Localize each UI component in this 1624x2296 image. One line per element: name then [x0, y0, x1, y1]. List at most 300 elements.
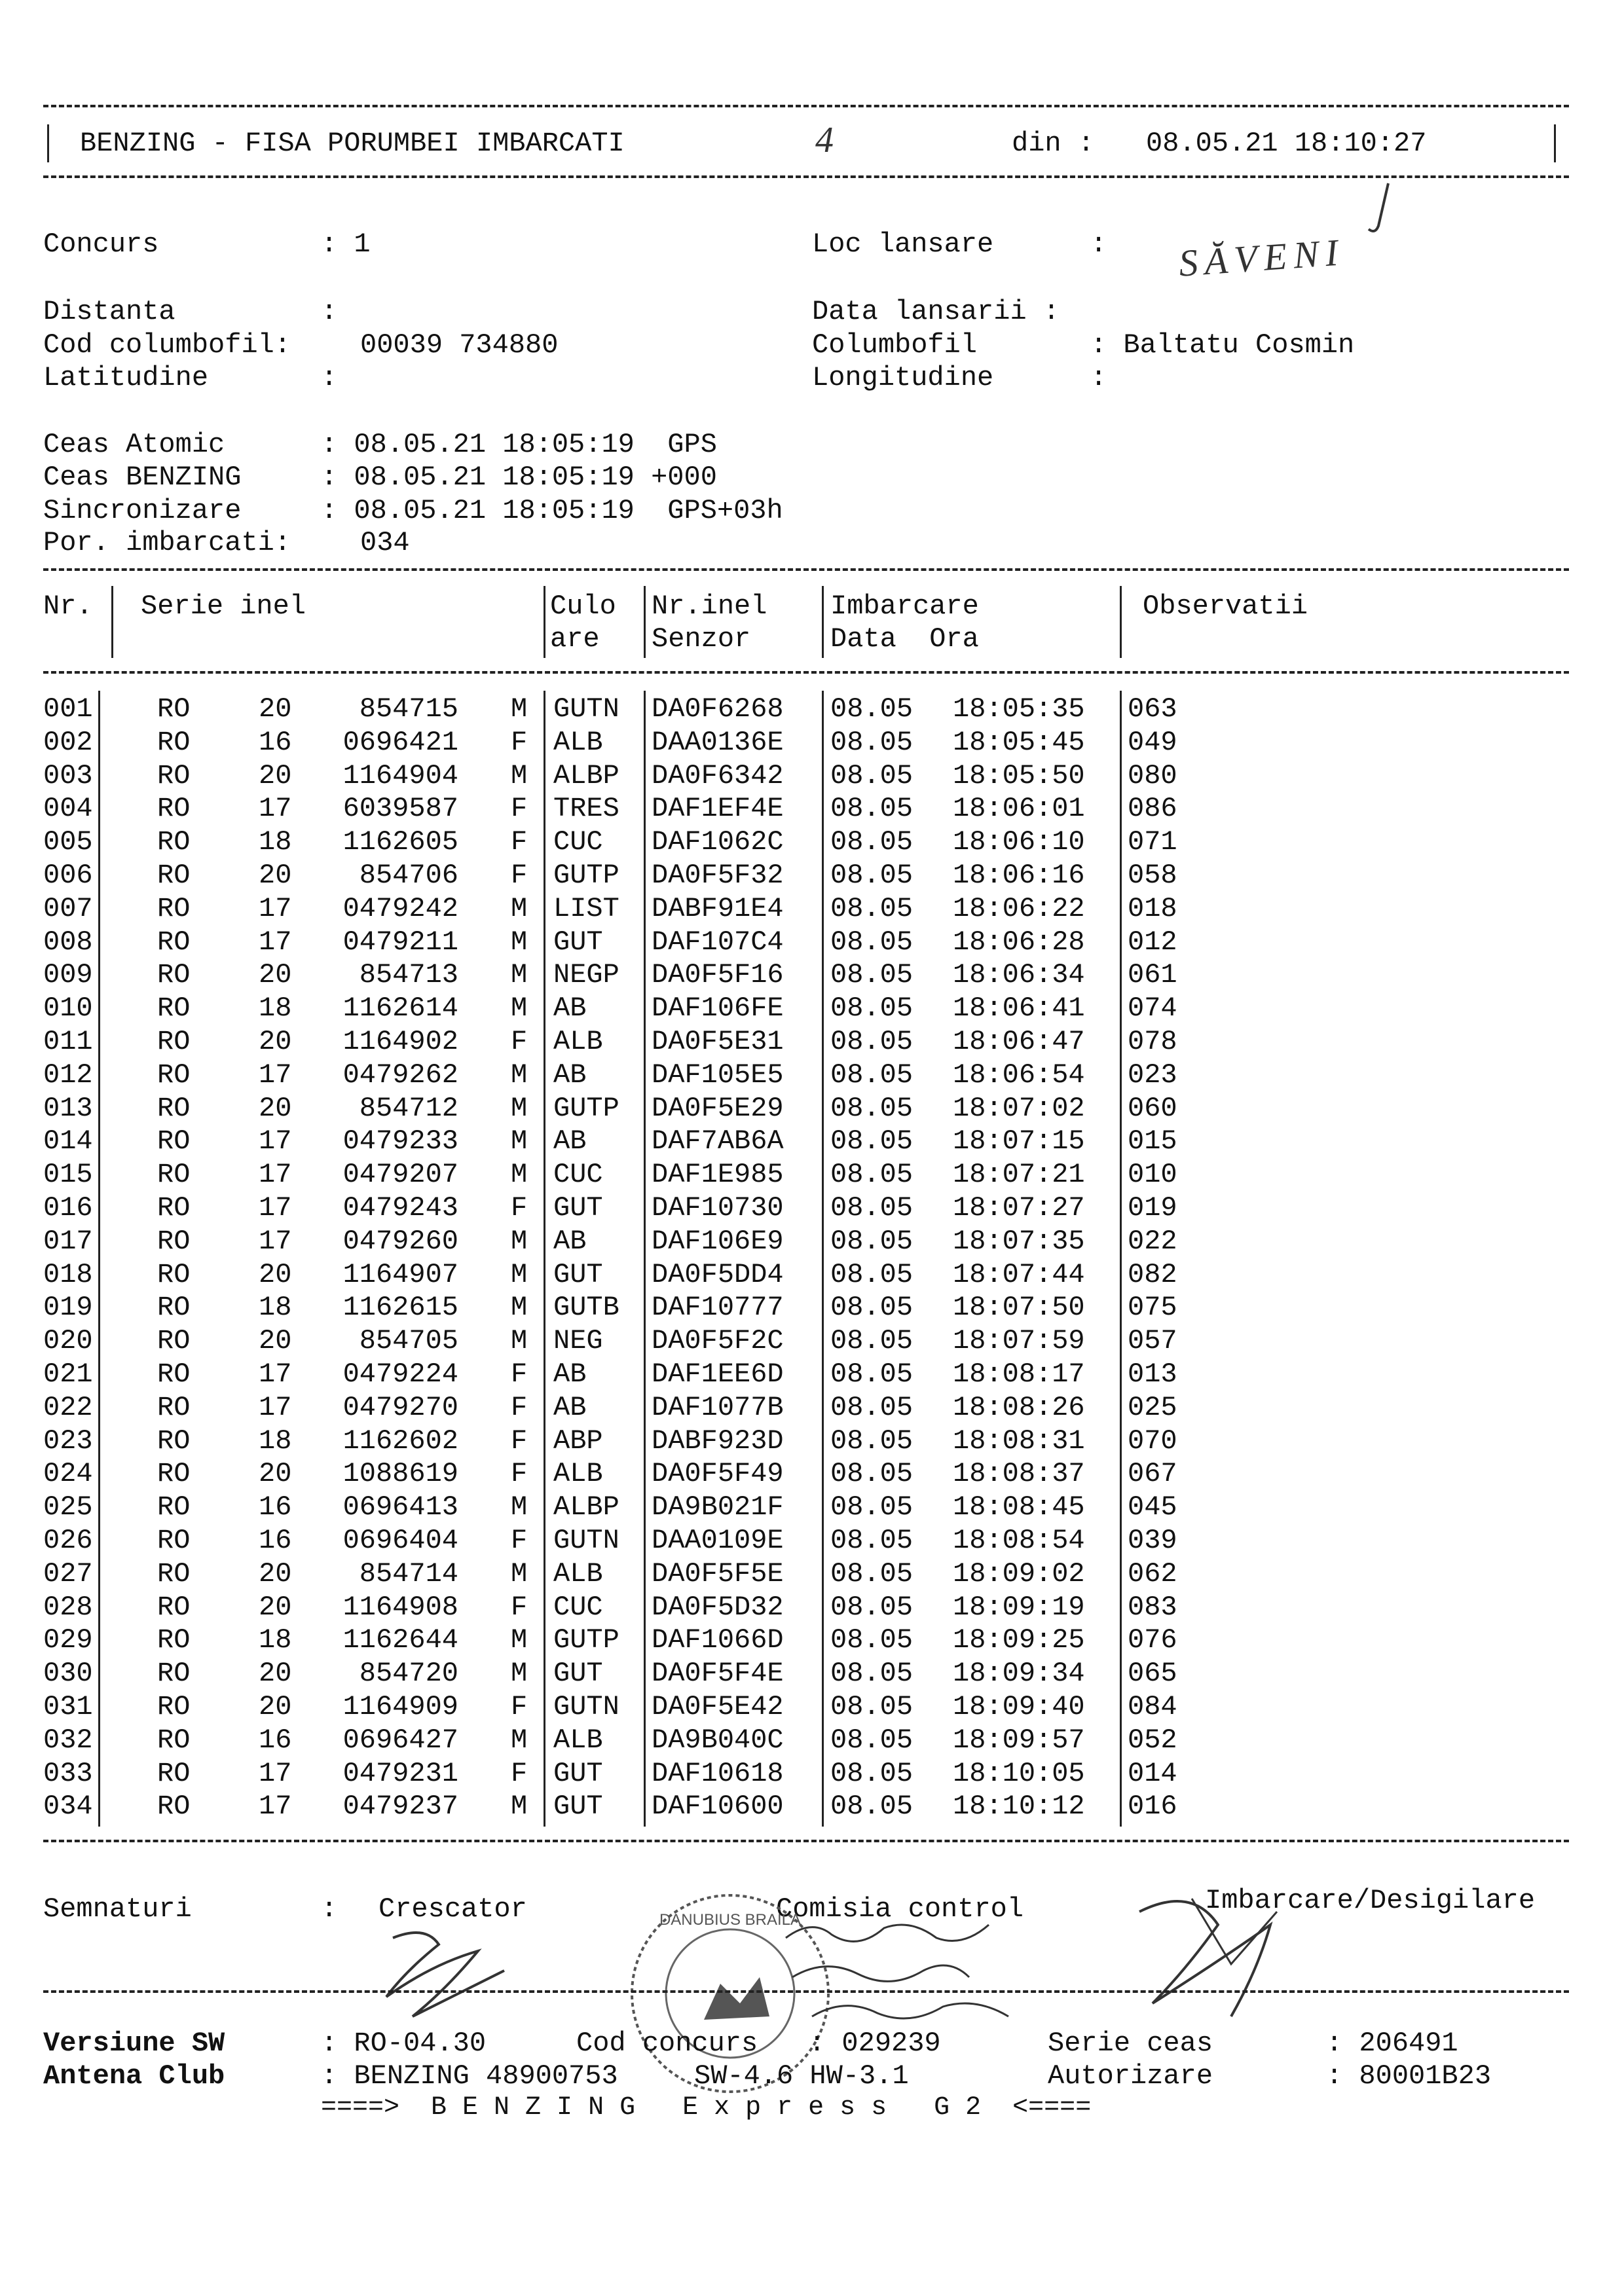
cell-year: 20 — [259, 1092, 292, 1124]
table-row — [0, 1626, 1624, 1660]
cell-sensor: DA0F5E42 — [652, 1691, 784, 1722]
cell-time: 18:06:54 — [953, 1059, 1085, 1091]
col-header-data-ora: Data Ora — [830, 623, 979, 655]
cell-date: 08.05 — [830, 1059, 913, 1091]
loc-lansare-handwritten: SĂVENI — [1177, 230, 1346, 285]
cell-date: 08.05 — [830, 1159, 913, 1191]
table-row — [0, 1258, 1624, 1294]
cell-observatii: 080 — [1128, 759, 1177, 792]
cell-sensor: DA0F5F2C — [652, 1325, 784, 1357]
cell-observatii: 015 — [1128, 1125, 1177, 1157]
cell-sex: F — [511, 1391, 528, 1423]
cell-sensor: DABF923D — [652, 1425, 784, 1457]
cell-sensor: DAF1EE6D — [652, 1358, 784, 1390]
semnaturi-label: Semnaturi — [43, 1893, 192, 1925]
cell-ring: 0479211 — [342, 926, 458, 958]
cell-country: RO — [157, 1125, 191, 1157]
cell-ring: 0479207 — [342, 1159, 458, 1191]
table-row — [0, 892, 1624, 928]
col-header-culoare: Culo — [550, 591, 616, 622]
data-lansarii-label: Data lansarii : — [812, 296, 1060, 327]
cell-year: 17 — [259, 1192, 292, 1224]
concurs-label: Concurs — [43, 228, 159, 260]
cell-time: 18:07:21 — [953, 1159, 1085, 1191]
table-row — [0, 1527, 1624, 1560]
table-row — [0, 928, 1624, 962]
col-header-senzor: Senzor — [652, 623, 751, 655]
cell-observatii: 057 — [1128, 1325, 1177, 1357]
cell-color: GUTN — [553, 693, 619, 725]
col-header-nr: Nr. — [43, 591, 93, 622]
cell-ring: 0696413 — [342, 1491, 458, 1523]
din-label: din : — [1012, 128, 1095, 159]
cell-country: RO — [157, 1458, 191, 1490]
cell-time: 18:07:50 — [953, 1292, 1085, 1324]
cell-nr: 020 — [43, 1325, 93, 1357]
cell-country: RO — [157, 1192, 191, 1224]
cell-time: 18:10:05 — [953, 1757, 1085, 1789]
cell-nr: 003 — [43, 759, 93, 792]
ceas-atomic-label: Ceas Atomic — [43, 429, 225, 460]
antena-club-label: Antena Club — [43, 2060, 225, 2092]
cell-sensor: DAF1EF4E — [652, 793, 784, 825]
cell-year: 17 — [259, 1225, 292, 1257]
cell-country: RO — [157, 1591, 191, 1623]
header-sep-senzor — [822, 586, 824, 658]
cell-time: 18:07:02 — [953, 1092, 1085, 1124]
cell-sex: M — [511, 1658, 528, 1690]
cell-country: RO — [157, 892, 191, 924]
cell-sex: F — [511, 1358, 528, 1390]
cell-nr: 027 — [43, 1558, 93, 1590]
cell-nr: 017 — [43, 1225, 93, 1257]
latitudine-label: Latitudine — [43, 362, 209, 393]
table-row — [0, 961, 1624, 994]
crescator-signature — [367, 1918, 524, 2030]
cell-observatii: 084 — [1128, 1691, 1177, 1722]
cell-country: RO — [157, 1491, 191, 1523]
table-row — [0, 1327, 1624, 1360]
cell-sex: M — [511, 1159, 528, 1191]
cell-year: 20 — [259, 693, 292, 725]
cell-sex: F — [511, 1192, 528, 1224]
cell-observatii: 022 — [1128, 1225, 1177, 1257]
cell-year: 20 — [259, 1026, 292, 1057]
cell-country: RO — [157, 1391, 191, 1423]
table-row — [0, 1294, 1624, 1327]
cell-color: TRES — [553, 793, 619, 825]
cell-date: 08.05 — [830, 1391, 913, 1423]
cell-observatii: 052 — [1128, 1724, 1177, 1756]
header-right-border — [1554, 124, 1556, 162]
cell-observatii: 086 — [1128, 793, 1177, 825]
cell-ring: 1164907 — [342, 1258, 458, 1290]
cell-date: 08.05 — [830, 1724, 913, 1756]
cell-sex: F — [511, 1525, 528, 1556]
cell-year: 20 — [259, 959, 292, 991]
cell-time: 18:05:35 — [953, 693, 1085, 725]
cell-country: RO — [157, 1724, 191, 1756]
svg-text:DANUBIUS BRAILA: DANUBIUS BRAILA — [659, 1911, 802, 1929]
cell-color: ALB — [553, 1558, 603, 1590]
cell-color: ALB — [553, 1724, 603, 1756]
cell-sensor: DAF105E5 — [652, 1059, 784, 1091]
cell-observatii: 063 — [1128, 693, 1177, 725]
cell-time: 18:10:12 — [953, 1791, 1085, 1823]
cell-color: ALBP — [553, 1491, 619, 1523]
cell-observatii: 010 — [1128, 1159, 1177, 1191]
cell-color: AB — [553, 1391, 587, 1423]
cell-sensor: DAF10777 — [652, 1292, 784, 1324]
cell-observatii: 016 — [1128, 1791, 1177, 1823]
cell-ring: 0479260 — [342, 1225, 458, 1257]
cell-time: 18:09:57 — [953, 1724, 1085, 1756]
cell-observatii: 078 — [1128, 1026, 1177, 1057]
cell-time: 18:07:15 — [953, 1125, 1085, 1157]
cell-year: 17 — [259, 892, 292, 924]
cell-year: 18 — [259, 1425, 292, 1457]
cod-columbofil-label: Cod columbofil: — [43, 329, 291, 361]
cell-time: 18:08:45 — [953, 1491, 1085, 1523]
cell-year: 16 — [259, 1491, 292, 1523]
table-row — [0, 1194, 1624, 1228]
cell-sex: M — [511, 1092, 528, 1124]
col-header-serie-inel: Serie inel — [141, 591, 306, 622]
cell-ring: 0479231 — [342, 1757, 458, 1789]
cell-date: 08.05 — [830, 1125, 913, 1157]
cell-country: RO — [157, 1325, 191, 1357]
table-row — [0, 862, 1624, 895]
table-row — [0, 828, 1624, 862]
cell-ring: 0479233 — [342, 1125, 458, 1157]
cell-date: 08.05 — [830, 1292, 913, 1324]
cell-observatii: 075 — [1128, 1292, 1177, 1324]
header-sep-culoare — [644, 586, 646, 658]
cell-country: RO — [157, 826, 191, 858]
cell-sensor: DA0F6268 — [652, 693, 784, 725]
cell-observatii: 082 — [1128, 1258, 1177, 1290]
cell-year: 17 — [259, 1757, 292, 1789]
cell-observatii: 025 — [1128, 1391, 1177, 1423]
cell-nr: 034 — [43, 1791, 93, 1823]
cell-country: RO — [157, 1225, 191, 1257]
cell-year: 17 — [259, 1159, 292, 1191]
col-header-imbarcare: Imbarcare — [830, 591, 979, 622]
columbofil-label: Columbofil — [812, 329, 978, 361]
header-datetime: 08.05.21 18:10:27 — [1146, 128, 1427, 159]
cell-year: 18 — [259, 826, 292, 858]
autorizare-label: Autorizare — [1048, 2060, 1213, 2092]
cell-sensor: DAF10618 — [652, 1757, 784, 1789]
porumbei-imbarcati-label: Por. imbarcati: — [43, 527, 291, 558]
cell-nr: 002 — [43, 726, 93, 758]
sincronizare-value: : 08.05.21 18:05:19 GPS+03h — [321, 495, 783, 526]
cell-sensor: DA0F5F5E — [652, 1558, 784, 1590]
cell-time: 18:08:31 — [953, 1425, 1085, 1457]
document-title: BENZING - FISA PORUMBEI IMBARCATI — [80, 128, 625, 159]
cell-observatii: 074 — [1128, 993, 1177, 1025]
cell-sex: F — [511, 860, 528, 891]
cell-observatii: 058 — [1128, 860, 1177, 891]
cell-sensor: DAA0136E — [652, 726, 784, 758]
cell-ring: 0479262 — [342, 1059, 458, 1091]
cell-year: 20 — [259, 1591, 292, 1623]
cell-time: 18:06:10 — [953, 826, 1085, 858]
cell-year: 17 — [259, 1358, 292, 1390]
cell-time: 18:09:19 — [953, 1591, 1085, 1623]
table-row — [0, 1560, 1624, 1594]
cell-country: RO — [157, 1092, 191, 1124]
cell-ring: 0696421 — [342, 726, 458, 758]
cell-sensor: DA9B040C — [652, 1724, 784, 1756]
cell-date: 08.05 — [830, 1491, 913, 1523]
cell-sex: M — [511, 1125, 528, 1157]
cell-sensor: DAF1062C — [652, 826, 784, 858]
cell-date: 08.05 — [830, 1325, 913, 1357]
columbofil-value: : Baltatu Cosmin — [1090, 329, 1355, 361]
cell-sex: M — [511, 693, 528, 725]
cell-sex: M — [511, 1059, 528, 1091]
cell-sensor: DA0F5E29 — [652, 1092, 784, 1124]
comisia-control-label: Comisia control — [776, 1893, 1024, 1925]
table-row — [0, 1028, 1624, 1061]
cell-nr: 012 — [43, 1059, 93, 1091]
cell-year: 18 — [259, 993, 292, 1025]
cell-year: 16 — [259, 1724, 292, 1756]
cell-sex: M — [511, 1624, 528, 1656]
cell-date: 08.05 — [830, 1458, 913, 1490]
cell-date: 08.05 — [830, 926, 913, 958]
table-row — [0, 1427, 1624, 1461]
cell-time: 18:07:27 — [953, 1192, 1085, 1224]
cell-year: 20 — [259, 1325, 292, 1357]
cell-ring: 0479224 — [342, 1358, 458, 1390]
cell-color: AB — [553, 1225, 587, 1257]
cell-color: CUC — [553, 826, 603, 858]
cell-time: 18:08:17 — [953, 1358, 1085, 1390]
cell-date: 08.05 — [830, 1791, 913, 1823]
table-body — [0, 695, 1624, 1834]
cell-sex: F — [511, 1691, 528, 1722]
cell-date: 08.05 — [830, 1525, 913, 1556]
cell-nr: 025 — [43, 1491, 93, 1523]
distanta-value: : — [321, 296, 338, 327]
cell-sensor: DAF1077B — [652, 1391, 784, 1423]
cell-sensor: DAF1E985 — [652, 1159, 784, 1191]
cell-ring: 854705 — [359, 1325, 458, 1357]
semnaturi-colon: : — [321, 1893, 338, 1925]
cell-color: GUTN — [553, 1525, 619, 1556]
cell-color: ALB — [553, 726, 603, 758]
cell-color: GUT — [553, 1791, 603, 1823]
table-row — [0, 1092, 1624, 1128]
cell-nr: 028 — [43, 1591, 93, 1623]
cell-nr: 009 — [43, 959, 93, 991]
imbarcare-signature — [1113, 1872, 1323, 2030]
cell-date: 08.05 — [830, 993, 913, 1025]
cell-time: 18:06:34 — [953, 959, 1085, 991]
cell-sensor: DAF106FE — [652, 993, 784, 1025]
cell-sensor: DA0F5F16 — [652, 959, 784, 991]
cell-time: 18:07:35 — [953, 1225, 1085, 1257]
cell-ring: 1164909 — [342, 1691, 458, 1722]
cell-observatii: 012 — [1128, 926, 1177, 958]
table-row — [0, 1360, 1624, 1394]
table-row — [0, 1127, 1624, 1161]
cell-sex: F — [511, 1425, 528, 1457]
versiune-sw-label: Versiune SW — [43, 2028, 225, 2059]
cell-date: 08.05 — [830, 1624, 913, 1656]
cell-observatii: 023 — [1128, 1059, 1177, 1091]
table-row — [0, 1660, 1624, 1693]
col-header-nr-inel: Nr.inel — [652, 591, 767, 622]
autorizare-value: : 80001B23 — [1326, 2060, 1492, 2092]
cell-ring: 854720 — [359, 1658, 458, 1690]
cell-sex: F — [511, 826, 528, 858]
cell-time: 18:07:44 — [953, 1258, 1085, 1290]
cell-sensor: DA0F5D32 — [652, 1591, 784, 1623]
cell-country: RO — [157, 1258, 191, 1290]
table-top-rule — [43, 568, 1569, 571]
header-left-border — [47, 124, 49, 162]
cell-color: NEG — [553, 1325, 603, 1357]
header-sep-serie — [544, 586, 545, 658]
table-row — [0, 1757, 1624, 1793]
cell-sex: F — [511, 1026, 528, 1057]
cell-sensor: DAA0109E — [652, 1525, 784, 1556]
cell-observatii: 039 — [1128, 1525, 1177, 1556]
cell-country: RO — [157, 1691, 191, 1722]
table-row — [0, 1493, 1624, 1527]
cell-country: RO — [157, 1026, 191, 1057]
cell-year: 17 — [259, 1125, 292, 1157]
cell-nr: 004 — [43, 793, 93, 825]
cell-date: 08.05 — [830, 1358, 913, 1390]
cell-date: 08.05 — [830, 1691, 913, 1722]
cell-ring: 0479242 — [342, 892, 458, 924]
latitudine-value: : — [321, 362, 338, 393]
cell-color: GUTB — [553, 1292, 619, 1324]
cell-country: RO — [157, 693, 191, 725]
cell-observatii: 067 — [1128, 1458, 1177, 1490]
table-row — [0, 1693, 1624, 1726]
cod-columbofil-value: 00039 734880 — [360, 329, 559, 361]
cell-ring: 1162644 — [342, 1624, 458, 1656]
cell-sex: F — [511, 1591, 528, 1623]
cell-time: 18:08:54 — [953, 1525, 1085, 1556]
cell-ring: 854714 — [359, 1558, 458, 1590]
cell-observatii: 049 — [1128, 726, 1177, 758]
cell-nr: 031 — [43, 1691, 93, 1722]
cell-observatii: 065 — [1128, 1658, 1177, 1690]
cell-year: 20 — [259, 1691, 292, 1722]
cell-color: AB — [553, 1358, 587, 1390]
table-row — [0, 759, 1624, 795]
cell-date: 08.05 — [830, 860, 913, 891]
cell-observatii: 071 — [1128, 826, 1177, 858]
ceas-benzing-label: Ceas BENZING — [43, 462, 242, 493]
table-row — [0, 1726, 1624, 1760]
cell-date: 08.05 — [830, 793, 913, 825]
col-header-observatii: Observatii — [1143, 591, 1308, 622]
col-header-culoare-2: are — [550, 623, 600, 655]
cell-year: 20 — [259, 1258, 292, 1290]
cell-time: 18:08:26 — [953, 1391, 1085, 1423]
cell-color: GUT — [553, 926, 603, 958]
cell-sensor: DA0F5F4E — [652, 1658, 784, 1690]
cell-time: 18:06:16 — [953, 860, 1085, 891]
sw-hw-version: SW-4.6 HW-3.1 — [694, 2060, 909, 2092]
cell-color: ABP — [553, 1425, 603, 1457]
cell-nr: 024 — [43, 1458, 93, 1490]
cell-ring: 854713 — [359, 959, 458, 991]
cell-country: RO — [157, 993, 191, 1025]
cell-nr: 008 — [43, 926, 93, 958]
cell-nr: 007 — [43, 892, 93, 924]
cell-color: ALB — [553, 1026, 603, 1057]
cell-nr: 013 — [43, 1092, 93, 1124]
cell-sex: M — [511, 1724, 528, 1756]
cell-time: 18:06:22 — [953, 892, 1085, 924]
cell-observatii: 014 — [1128, 1757, 1177, 1789]
footer-rule — [43, 1990, 1569, 1993]
cell-color: GUTP — [553, 1092, 619, 1124]
benzing-express-banner: ====> B E N Z I N G E x p r e s s G 2 <==== — [321, 2093, 1092, 2123]
cell-country: RO — [157, 926, 191, 958]
cell-color: NEGP — [553, 959, 619, 991]
longitudine-label: Longitudine — [812, 362, 994, 393]
cell-color: AB — [553, 1125, 587, 1157]
cell-ring: 1162615 — [342, 1292, 458, 1324]
header-bottom-rule — [43, 175, 1569, 178]
cell-country: RO — [157, 1425, 191, 1457]
cell-year: 17 — [259, 926, 292, 958]
cell-country: RO — [157, 1624, 191, 1656]
cell-country: RO — [157, 1292, 191, 1324]
cell-date: 08.05 — [830, 1192, 913, 1224]
cell-year: 18 — [259, 1624, 292, 1656]
cell-nr: 016 — [43, 1192, 93, 1224]
table-header-rule — [43, 671, 1569, 674]
cell-color: AB — [553, 993, 587, 1025]
cell-sex: F — [511, 726, 528, 758]
cell-country: RO — [157, 1159, 191, 1191]
cod-concurs-value: : 029239 — [809, 2028, 941, 2059]
cell-sensor: DA9B021F — [652, 1491, 784, 1523]
table-row — [0, 994, 1624, 1028]
imbarcare-desigilare-label: Imbarcare/Desigilare — [1205, 1885, 1536, 1916]
cell-observatii: 076 — [1128, 1624, 1177, 1656]
cell-date: 08.05 — [830, 1558, 913, 1590]
cell-color: CUC — [553, 1591, 603, 1623]
cell-ring: 1164902 — [342, 1026, 458, 1057]
ceas-atomic-value: : 08.05.21 18:05:19 GPS — [321, 429, 717, 460]
cell-country: RO — [157, 1059, 191, 1091]
cell-country: RO — [157, 959, 191, 991]
cell-year: 17 — [259, 1791, 292, 1823]
cell-sex: M — [511, 892, 528, 924]
cell-year: 17 — [259, 1391, 292, 1423]
cell-date: 08.05 — [830, 1092, 913, 1124]
cell-sensor: DAF107C4 — [652, 926, 784, 958]
header-sep-imbarcare — [1120, 586, 1122, 658]
cell-sensor: DA0F5F49 — [652, 1458, 784, 1490]
table-row — [0, 1161, 1624, 1194]
loc-lansare-colon: : — [1090, 228, 1107, 260]
table-row — [0, 1061, 1624, 1095]
cell-sex: M — [511, 1558, 528, 1590]
cell-observatii: 018 — [1128, 892, 1177, 924]
